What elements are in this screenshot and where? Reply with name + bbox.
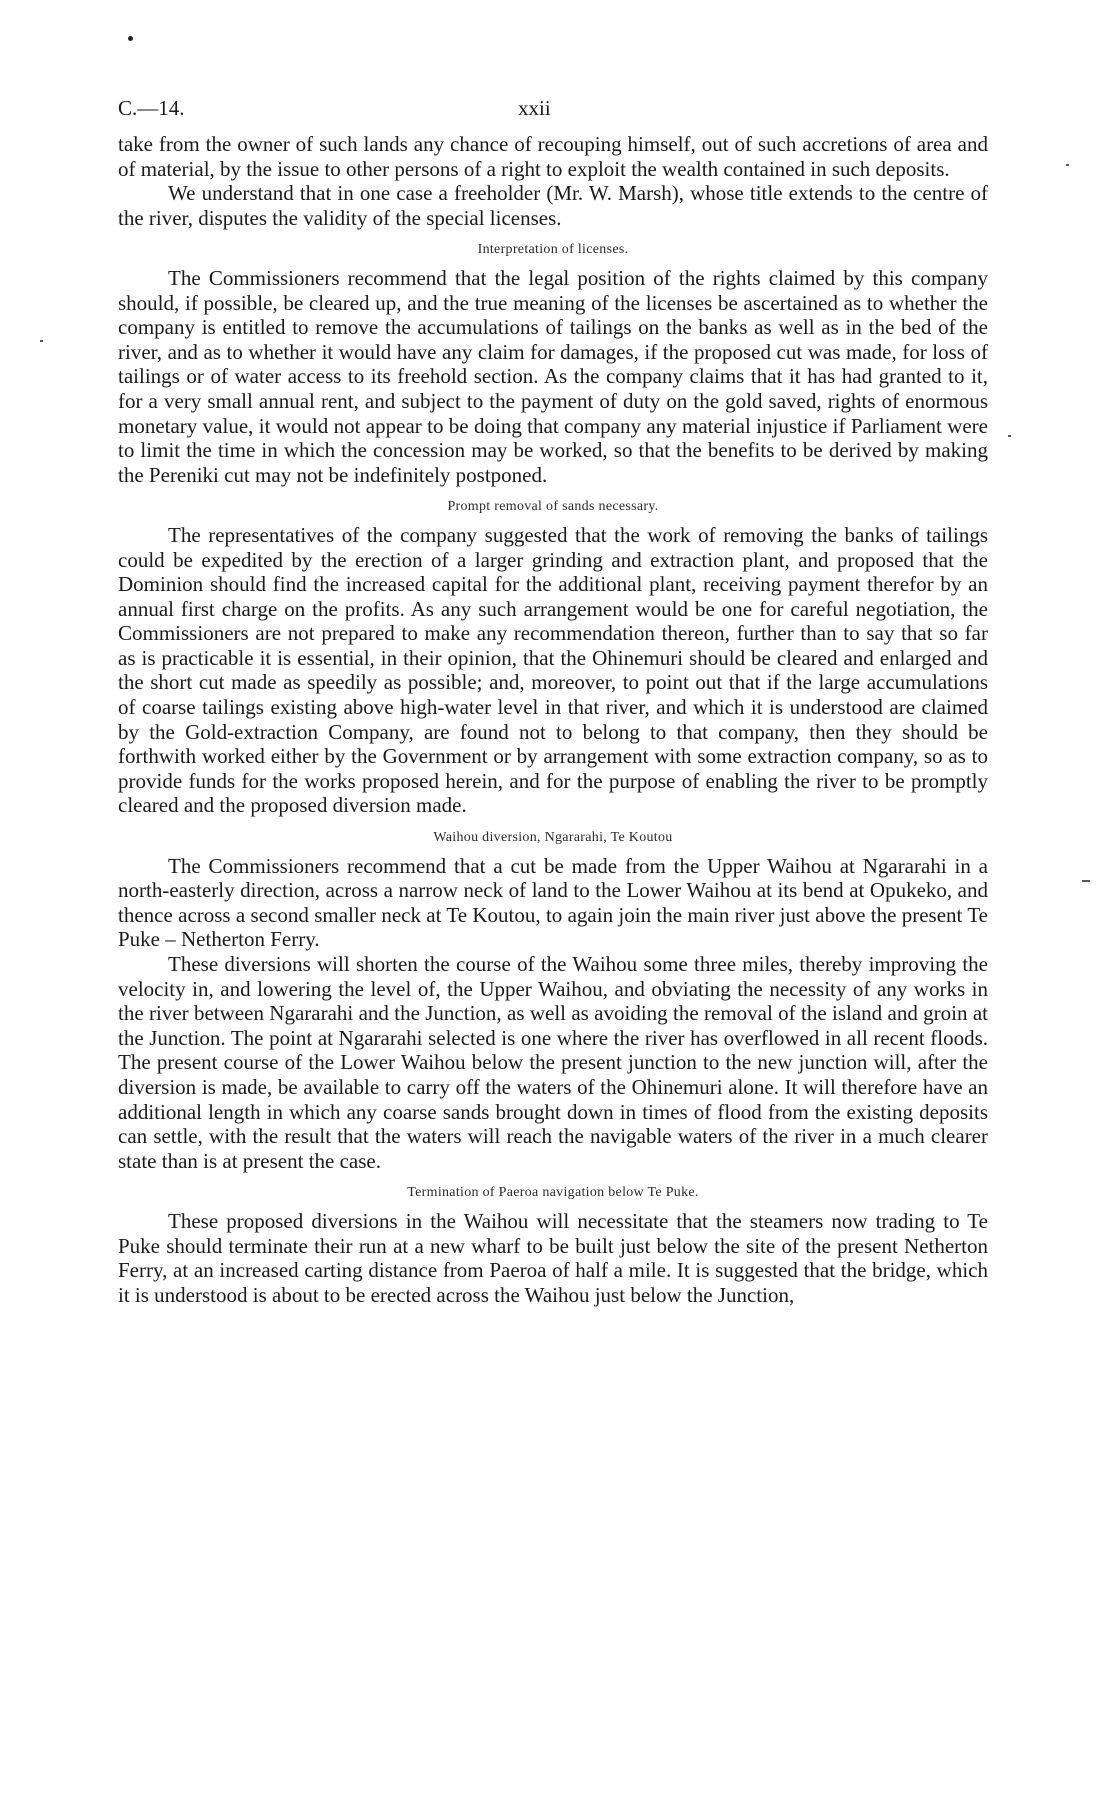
section-heading-waihou-diversion: Waihou diversion, Ngararahi, Te Koutou (433, 830, 673, 846)
document-reference: C.—14. (118, 96, 185, 120)
section-heading-prompt-removal: Prompt removal of sands necessary. (447, 499, 659, 515)
paragraph-continued: take from the owner of such lands any chance of recouping himself, out of such accretions of area and of material, by the issue to other persons of a right to exploit the wealth contained in such deposits. (118, 132, 988, 181)
margin-speck (1082, 880, 1090, 882)
paragraph-waihou-cut: The Commissioners recommend that a cut be made from the Upper Waihou at Ngararahi in a north-easterly direction, across a narrow neck of land to the Lower Waihou at its bend at Opukeko, and thence across a second smaller neck at Te Koutou, to again join the main river just above the present Te Puke – Netherton Ferry. (118, 853, 988, 952)
margin-speck (40, 340, 43, 342)
page-header (118, 96, 988, 132)
paragraph-waihou-shorten: These diversions will shorten the course of the Waihou some three miles, thereby improving the velocity in, and lowering the level of, the Upper Waihou, and obviating the necessity of any works in the river between Ngararahi and the Junction, as well as avoiding the removal of the island and groin at the Junction. The point at Ngararahi selected is one where the river has overflowed in all recent floods. The present course of the Lower Waihou below the present junction to the new junction will, after the diversion is made, be available to carry off the waters of the Ohinemuri alone. It will therefore have an additional length in which any coarse sands brought down in times of flood from the existing deposits can settle, with the result that the waters will reach the navigable waters of the river in a much clearer state than is at present the case. (118, 952, 988, 1173)
paragraph-prompt-removal: The representatives of the company suggested that the work of removing the banks of tailings could be expedited by the erection of a larger grinding and extraction plant, and proposed that the Dominion should find the increased capital for the additional plant, receiving payment therefor by an annual first charge on the profits. As any such arrangement would be one for careful negotiation, the Commissioners are not prepared to make any recommendation thereon, further than to say that so far as is practicable it is essential, in their opinion, that the Ohinemuri should be cleared and enlarged and the short cut made as speedily as possible; and, moreover, to point out that if the large accumulations of coarse tailings existing above high-water level in that river, and which it is understood are claimed by the Gold-extraction Company, are found not to belong to that company, then they should be forthwith worked either by the Government or by arrangement with some extraction company, so as to provide funds for the works proposed herein, and for the purpose of enabling the river to be promptly cleared and the proposed diversion made. (118, 522, 988, 818)
section-heading-termination: Termination of Paeroa navigation below Te Puke. (407, 1185, 699, 1201)
scan-dot-mark (128, 36, 133, 41)
document-body (118, 132, 988, 1307)
margin-speck (1008, 435, 1011, 437)
paragraph-termination: These proposed diversions in the Waihou will necessitate that the steamers now trading to Te Puke should terminate their run at a new wharf to be built just below the site of the present Netherton Ferry, at an increased carting distance from Paeroa of half a mile. It is suggested that the bridge, which it is understood is about to be erected across the Waihou just below the Junction, (118, 1208, 988, 1307)
document-page (118, 96, 988, 1307)
paragraph-interpretation: The Commissioners recommend that the legal position of the rights claimed by this company should, if possible, be cleared up, and the true meaning of the licenses be ascertained as to whether the company is entitled to remove the accumulations of tailings on the banks as well as in the bed of the river, and as to whether it would have any claim for damages, if the proposed cut was made, for loss of tailings or of water access to its freehold section. As the company claims that it has had granted to it, for a very small annual rent, and subject to the payment of duty on the gold saved, rights of enormous monetary value, it would not appear to be doing that company any material injustice if Parliament were to limit the time in which the concession may be worked, so that the benefits to be derived by making the Pereniki cut may not be indefinitely postponed. (118, 265, 988, 487)
margin-speck (1066, 164, 1069, 166)
section-heading-interpretation: Interpretation of licenses. (477, 242, 629, 258)
page-number: xxii (518, 96, 551, 120)
paragraph-marsh: We understand that in one case a freeholder (Mr. W. Marsh), whose title extends to the centre of the river, disputes the validity of the special licenses. (118, 181, 988, 230)
